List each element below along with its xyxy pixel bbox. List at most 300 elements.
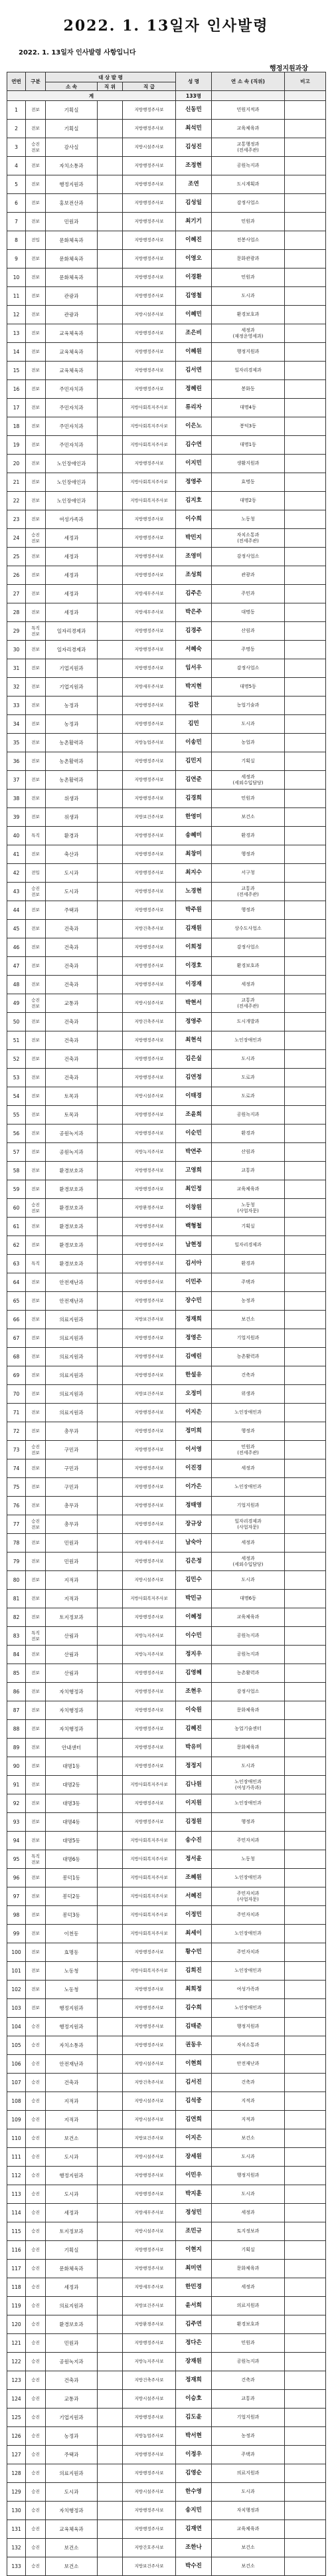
cell-type: 승진 xyxy=(26,2260,46,2278)
cell-note xyxy=(285,194,326,213)
table-row xyxy=(7,250,326,268)
cell-type: 전보 xyxy=(26,1087,46,1106)
cell-position xyxy=(98,1701,123,1720)
cell-note xyxy=(285,2483,326,2502)
cell-name: 박지훈 xyxy=(176,2185,212,2204)
cell-name: 김찬 xyxy=(176,697,212,715)
cell-affiliation: 위생과 xyxy=(46,790,98,808)
table-row xyxy=(7,1701,326,1720)
cell-note xyxy=(285,1981,326,1999)
table-row xyxy=(7,399,326,417)
cell-affiliation: 문화체육과 xyxy=(46,2260,98,2278)
cell-remarks: 노인장애인과 xyxy=(212,1794,285,1813)
cell-no: 7 xyxy=(7,213,26,231)
cell-grade: 지방행정주사보 xyxy=(123,641,176,659)
cell-name: 이희정 xyxy=(176,938,212,957)
cell-affiliation: 총무과 xyxy=(46,1422,98,1441)
cell-grade: 지방사회복지주사보 xyxy=(123,1925,176,1943)
cell-note xyxy=(285,306,326,324)
cell-name: 이혜민 xyxy=(176,306,212,324)
cell-position xyxy=(98,920,123,938)
table-row xyxy=(7,2520,326,2539)
cell-remarks: 주민자치과 xyxy=(212,1943,285,1962)
cell-note xyxy=(285,883,326,901)
cell-no: 63 xyxy=(7,1255,26,1273)
cell-note xyxy=(285,1869,326,1887)
cell-grade: 지방사회복지주사보 xyxy=(123,417,176,436)
cell-note xyxy=(285,1236,326,1255)
cell-note xyxy=(285,2427,326,2446)
cell-no: 38 xyxy=(7,790,26,808)
cell-note xyxy=(285,510,326,529)
cell-grade: 지방건축주사보 xyxy=(123,2074,176,2092)
cell-grade: 지방행정주사보 xyxy=(123,2502,176,2520)
table-row xyxy=(7,287,326,306)
cell-type: 전보 xyxy=(26,771,46,790)
table-row xyxy=(7,2167,326,2185)
cell-remarks: 공원녹지과 xyxy=(212,1627,285,1646)
cell-position xyxy=(98,324,123,343)
cell-no: 119 xyxy=(7,2297,26,2315)
cell-affiliation: 의료지원과 xyxy=(46,1385,98,1404)
cell-type: 전보 xyxy=(26,306,46,324)
cell-grade: 지방행정주사보 xyxy=(123,231,176,250)
cell-position xyxy=(98,1013,123,1031)
cell-type: 전보 xyxy=(26,1143,46,1162)
table-row xyxy=(7,2092,326,2111)
cell-grade: 지방행정주사보 xyxy=(123,213,176,231)
cell-type: 승진 xyxy=(26,2502,46,2520)
cell-position xyxy=(98,1832,123,1850)
cell-position xyxy=(98,287,123,306)
cell-affiliation: 행정지원과 xyxy=(46,1999,98,2018)
cell-grade: 지방행정주사보 xyxy=(123,1459,176,1478)
cell-position xyxy=(98,2464,123,2483)
cell-remarks: 행정과 xyxy=(212,1813,285,1832)
table-row xyxy=(7,1794,326,1813)
cell-type: 전보 xyxy=(26,1720,46,1739)
cell-affiliation: 민원과 xyxy=(46,1553,98,1571)
cell-type: 전입 xyxy=(26,231,46,250)
cell-grade: 지방행정주사보 xyxy=(123,1348,176,1366)
cell-note xyxy=(285,697,326,715)
table-row xyxy=(7,1962,326,1981)
cell-remarks: 일자리경제과 xyxy=(212,362,285,380)
cell-name: 박현서 xyxy=(176,994,212,1013)
table-row xyxy=(7,455,326,473)
cell-affiliation: 홍보전산과 xyxy=(46,194,98,213)
cell-grade: 지방세무주사보 xyxy=(123,2204,176,2222)
cell-no: 111 xyxy=(7,2148,26,2167)
cell-note xyxy=(285,473,326,492)
cell-position xyxy=(98,2297,123,2315)
table-row xyxy=(7,1999,326,2018)
cell-position xyxy=(98,585,123,603)
cell-note xyxy=(285,2074,326,2092)
cell-note xyxy=(285,1646,326,1664)
cell-position xyxy=(98,2129,123,2148)
cell-name: 김혜진 xyxy=(176,1720,212,1739)
cell-note xyxy=(285,1199,326,1218)
cell-type: 전보 xyxy=(26,1925,46,1943)
col-header-affiliation: 소 속 xyxy=(46,82,98,91)
cell-grade: 지방행정주사보 xyxy=(123,2334,176,2353)
cell-no: 17 xyxy=(7,399,26,417)
cell-grade: 지방행정주사보 xyxy=(123,1422,176,1441)
cell-position xyxy=(98,641,123,659)
cell-remarks: 농업기술과 xyxy=(212,697,285,715)
cell-affiliation: 지적과 xyxy=(46,1590,98,1608)
cell-type: 전보 xyxy=(26,1292,46,1311)
table-row xyxy=(7,715,326,734)
cell-grade: 지방행정주사보 xyxy=(123,1441,176,1459)
cell-note xyxy=(285,1776,326,1794)
cell-remarks: 도시과 xyxy=(212,715,285,734)
table-row xyxy=(7,2222,326,2241)
cell-type: 승진 xyxy=(26,2483,46,2502)
cell-grade: 지방세무주사보 xyxy=(123,1534,176,1553)
table-row xyxy=(7,790,326,808)
cell-remarks: 도시과 xyxy=(212,1571,285,1590)
cell-note xyxy=(285,2148,326,2167)
cell-name: 이수희 xyxy=(176,510,212,529)
table-row xyxy=(7,1497,326,1515)
table-row xyxy=(7,2502,326,2520)
cell-note xyxy=(285,715,326,734)
cell-type: 전보 xyxy=(26,175,46,194)
cell-position xyxy=(98,455,123,473)
cell-affiliation: 농촌활력과 xyxy=(46,752,98,771)
cell-type: 승진 xyxy=(26,2018,46,2036)
table-row xyxy=(7,2278,326,2297)
cell-position xyxy=(98,1646,123,1664)
table-row xyxy=(7,1981,326,1999)
cell-no: 19 xyxy=(7,436,26,455)
cell-name: 오정미 xyxy=(176,1385,212,1404)
cell-no: 65 xyxy=(7,1292,26,1311)
cell-type: 전보 xyxy=(26,1776,46,1794)
cell-remarks: 농업과 xyxy=(212,734,285,752)
cell-name: 박지현 xyxy=(176,678,212,697)
cell-note xyxy=(285,1608,326,1627)
cell-type: 전보 xyxy=(26,1869,46,1887)
cell-note xyxy=(285,2520,326,2539)
cell-remarks: 세정과 xyxy=(212,2204,285,2222)
cell-type: 승진 전보 xyxy=(26,1199,46,1218)
cell-note xyxy=(285,1218,326,1236)
table-row xyxy=(7,1887,326,1906)
cell-position xyxy=(98,1385,123,1404)
cell-position xyxy=(98,157,123,175)
cell-position xyxy=(98,510,123,529)
cell-position xyxy=(98,436,123,455)
cell-type: 전보 xyxy=(26,1664,46,1683)
cell-note xyxy=(285,287,326,306)
cell-type: 승진 xyxy=(26,2092,46,2111)
cell-note xyxy=(285,1925,326,1943)
table-row xyxy=(7,175,326,194)
cell-position xyxy=(98,2539,123,2557)
cell-name: 한설유 xyxy=(176,1366,212,1385)
cell-remarks: 자치소통과 (전세주관) xyxy=(212,529,285,548)
cell-grade: 지방보건주사보 xyxy=(123,2557,176,2576)
cell-remarks: 도시개발과 xyxy=(212,1013,285,1031)
cell-name: 이은노 xyxy=(176,417,212,436)
cell-note xyxy=(285,2315,326,2334)
cell-note xyxy=(285,380,326,399)
cell-affiliation: 건축과 xyxy=(46,1069,98,1087)
col-header-position: 직 위 xyxy=(98,82,123,91)
cell-name: 정서윤 xyxy=(176,1850,212,1869)
cell-position xyxy=(98,548,123,566)
cell-no: 25 xyxy=(7,548,26,566)
cell-affiliation: 건축과 xyxy=(46,938,98,957)
cell-grade: 지방행정주사보 xyxy=(123,1720,176,1739)
cell-note xyxy=(285,622,326,641)
cell-grade: 지방행정주사보 xyxy=(123,175,176,194)
cell-type: 전보 xyxy=(26,585,46,603)
cell-name: 김재연 xyxy=(176,2520,212,2539)
cell-type: 특직 전보 xyxy=(26,1850,46,1869)
cell-remarks: 교육체육과 xyxy=(212,1180,285,1199)
cell-name: 이승호 xyxy=(176,2390,212,2409)
cell-grade: 지방세무주사보 xyxy=(123,2278,176,2297)
cell-remarks: 교육체육과 xyxy=(212,120,285,138)
cell-position xyxy=(98,1404,123,1422)
personnel-table xyxy=(7,72,326,2576)
cell-name: 이진경 xyxy=(176,1459,212,1478)
cell-grade: 지방농업주사보 xyxy=(123,734,176,752)
cell-position xyxy=(98,808,123,827)
cell-position xyxy=(98,771,123,790)
cell-no: 64 xyxy=(7,1273,26,1292)
cell-affiliation: 노동청 xyxy=(46,1981,98,1999)
cell-type: 전보 xyxy=(26,1590,46,1608)
cell-position xyxy=(98,2390,123,2409)
cell-type: 전보 xyxy=(26,1813,46,1832)
cell-affiliation: 봉덕3동 xyxy=(46,1906,98,1925)
cell-position xyxy=(98,697,123,715)
cell-type: 전보 xyxy=(26,1478,46,1497)
cell-no: 127 xyxy=(7,2446,26,2464)
cell-position xyxy=(98,1943,123,1962)
cell-grade: 지방보건주사보 xyxy=(123,1311,176,1329)
cell-no: 94 xyxy=(7,1832,26,1850)
cell-affiliation: 교육체육과 xyxy=(46,362,98,380)
cell-position xyxy=(98,1515,123,1534)
cell-note xyxy=(285,2502,326,2520)
cell-affiliation: 건축과 xyxy=(46,2371,98,2390)
cell-no: 99 xyxy=(7,1925,26,1943)
table-row xyxy=(7,1776,326,1794)
cell-position xyxy=(98,1739,123,1757)
cell-position xyxy=(98,1553,123,1571)
cell-type: 특직 xyxy=(26,1255,46,1273)
cell-name: 조현우 xyxy=(176,1683,212,1701)
cell-type: 승진 xyxy=(26,2390,46,2409)
cell-grade: 지방행정주사보 xyxy=(123,1236,176,1255)
cell-affiliation: 세정과 xyxy=(46,529,98,548)
cell-type: 승진 전보 xyxy=(26,138,46,157)
cell-remarks: 노동청 xyxy=(212,1850,285,1869)
cell-type: 특직 xyxy=(26,827,46,845)
cell-no: 49 xyxy=(7,994,26,1013)
cell-type: 전보 xyxy=(26,808,46,827)
cell-remarks: 대명1동 xyxy=(212,436,285,455)
table-row xyxy=(7,1813,326,1832)
cell-affiliation: 세정과 xyxy=(46,603,98,622)
table-row xyxy=(7,1385,326,1404)
cell-remarks: 노동청 xyxy=(212,510,285,529)
cell-no: 61 xyxy=(7,1218,26,1236)
cell-no: 83 xyxy=(7,1627,26,1646)
cell-grade: 지방행정주사보 xyxy=(123,1478,176,1497)
cell-affiliation: 의료지원과 xyxy=(46,1311,98,1329)
cell-remarks: 교통과 (전세주관) xyxy=(212,994,285,1013)
cell-no: 89 xyxy=(7,1739,26,1757)
cell-note xyxy=(285,2222,326,2241)
cell-type: 전보 xyxy=(26,343,46,362)
cell-name: 김도윤 xyxy=(176,2409,212,2427)
cell-remarks: 환경보호과 xyxy=(212,306,285,324)
cell-grade: 지방녹지주사보 xyxy=(123,1627,176,1646)
cell-remarks: 공원녹지과 xyxy=(212,1106,285,1125)
cell-note xyxy=(285,1385,326,1404)
cell-note xyxy=(285,1627,326,1646)
table-row xyxy=(7,2036,326,2055)
cell-affiliation: 일자리경제과 xyxy=(46,622,98,641)
cell-grade: 지방행정주사보 xyxy=(123,566,176,585)
cell-type: 전보 xyxy=(26,1050,46,1069)
cell-type: 전보 xyxy=(26,1311,46,1329)
cell-name: 박서현 xyxy=(176,2427,212,2446)
cell-grade: 지방행정주사보 xyxy=(123,2185,176,2204)
cell-no: 102 xyxy=(7,1981,26,1999)
total-count: 133명 xyxy=(176,91,212,101)
cell-name: 이순민 xyxy=(176,1125,212,1143)
cell-remarks: 공원녹지과 xyxy=(212,1646,285,1664)
cell-remarks: 보건소 xyxy=(212,2129,285,2148)
cell-type: 전보 xyxy=(26,1794,46,1813)
cell-no: 51 xyxy=(7,1031,26,1050)
cell-position xyxy=(98,1348,123,1366)
cell-grade: 지방행정주사보 xyxy=(123,1255,176,1273)
cell-name: 최석민 xyxy=(176,120,212,138)
cell-remarks: 산림과 xyxy=(212,622,285,641)
cell-name: 최세이 xyxy=(176,1925,212,1943)
cell-no: 37 xyxy=(7,771,26,790)
cell-no: 5 xyxy=(7,175,26,194)
cell-remarks: 공원녹지과 xyxy=(212,157,285,175)
cell-note xyxy=(285,957,326,976)
cell-grade: 지방시설주사보 xyxy=(123,1571,176,1590)
cell-name: 이가은 xyxy=(176,1478,212,1497)
cell-note xyxy=(285,2129,326,2148)
cell-no: 115 xyxy=(7,2222,26,2241)
cell-grade: 지방행정주사보 xyxy=(123,1180,176,1199)
cell-note xyxy=(285,1273,326,1292)
cell-position xyxy=(98,2483,123,2502)
cell-note xyxy=(285,1683,326,1701)
cell-remarks: 민원과 xyxy=(212,2334,285,2353)
cell-no: 32 xyxy=(7,678,26,697)
cell-name: 노경현 xyxy=(176,883,212,901)
cell-grade: 지방행정주사보 xyxy=(123,1943,176,1962)
cell-name: 이정우 xyxy=(176,2446,212,2464)
cell-name: 박연주 xyxy=(176,1143,212,1162)
cell-position xyxy=(98,1850,123,1869)
cell-type: 전보 xyxy=(26,1385,46,1404)
cell-remarks: 세정과 xyxy=(212,1459,285,1478)
cell-remarks: 민원과 xyxy=(212,790,285,808)
cell-type: 승진 xyxy=(26,2111,46,2129)
cell-position xyxy=(98,752,123,771)
cell-affiliation: 의료지원과 xyxy=(46,1404,98,1422)
cell-note xyxy=(285,2111,326,2129)
cell-name: 이지은 xyxy=(176,1404,212,1422)
cell-remarks: 교통과 (전세주관) xyxy=(212,883,285,901)
cell-grade: 지방행정주사보 xyxy=(123,1031,176,1050)
table-row xyxy=(7,566,326,585)
cell-no: 29 xyxy=(7,622,26,641)
cell-grade: 지방행정주사보 xyxy=(123,1366,176,1385)
cell-remarks: 도시과 xyxy=(212,2483,285,2502)
cell-type: 전보 xyxy=(26,1534,46,1553)
cell-name: 정혜린 xyxy=(176,380,212,399)
cell-type: 승진 전보 xyxy=(26,883,46,901)
cell-remarks: 민원지적과 xyxy=(212,101,285,120)
cell-note xyxy=(285,2204,326,2222)
cell-type: 승진 xyxy=(26,2353,46,2371)
cell-note xyxy=(285,2036,326,2055)
cell-name: 조윤희 xyxy=(176,1106,212,1125)
cell-no: 46 xyxy=(7,938,26,957)
cell-affiliation: 기획실 xyxy=(46,2241,98,2260)
cell-no: 130 xyxy=(7,2502,26,2520)
cell-affiliation: 노인장애인과 xyxy=(46,455,98,473)
cell-type: 전보 xyxy=(26,603,46,622)
cell-no: 114 xyxy=(7,2204,26,2222)
cell-remarks: 환경과 xyxy=(212,1255,285,1273)
cell-remarks: 도시과 xyxy=(212,2185,285,2204)
table-row xyxy=(7,343,326,362)
cell-remarks: 농정과 xyxy=(212,1292,285,1311)
cell-name: 이혜진 xyxy=(176,231,212,250)
cell-name: 김수희 xyxy=(176,1999,212,2018)
cell-position xyxy=(98,268,123,287)
cell-no: 53 xyxy=(7,1069,26,1087)
cell-name: 김성진 xyxy=(176,138,212,157)
cell-position xyxy=(98,1590,123,1608)
cell-grade: 지방사회복지주사보 xyxy=(123,1906,176,1925)
cell-type: 승진 xyxy=(26,2278,46,2297)
cell-note xyxy=(285,901,326,920)
cell-position xyxy=(98,306,123,324)
cell-no: 11 xyxy=(7,287,26,306)
cell-remarks: 행정지원과 xyxy=(212,343,285,362)
cell-affiliation: 세정과 xyxy=(46,548,98,566)
cell-name: 이경호 xyxy=(176,957,212,976)
table-row xyxy=(7,2315,326,2334)
table-row xyxy=(7,2334,326,2353)
cell-affiliation: 도시과 xyxy=(46,2148,98,2167)
cell-no: 87 xyxy=(7,1701,26,1720)
cell-affiliation: 세정과 xyxy=(46,2204,98,2222)
cell-type: 전보 xyxy=(26,1887,46,1906)
cell-affiliation: 자치행정과 xyxy=(46,1720,98,1739)
cell-type: 전보 xyxy=(26,194,46,213)
cell-no: 1 xyxy=(7,101,26,120)
